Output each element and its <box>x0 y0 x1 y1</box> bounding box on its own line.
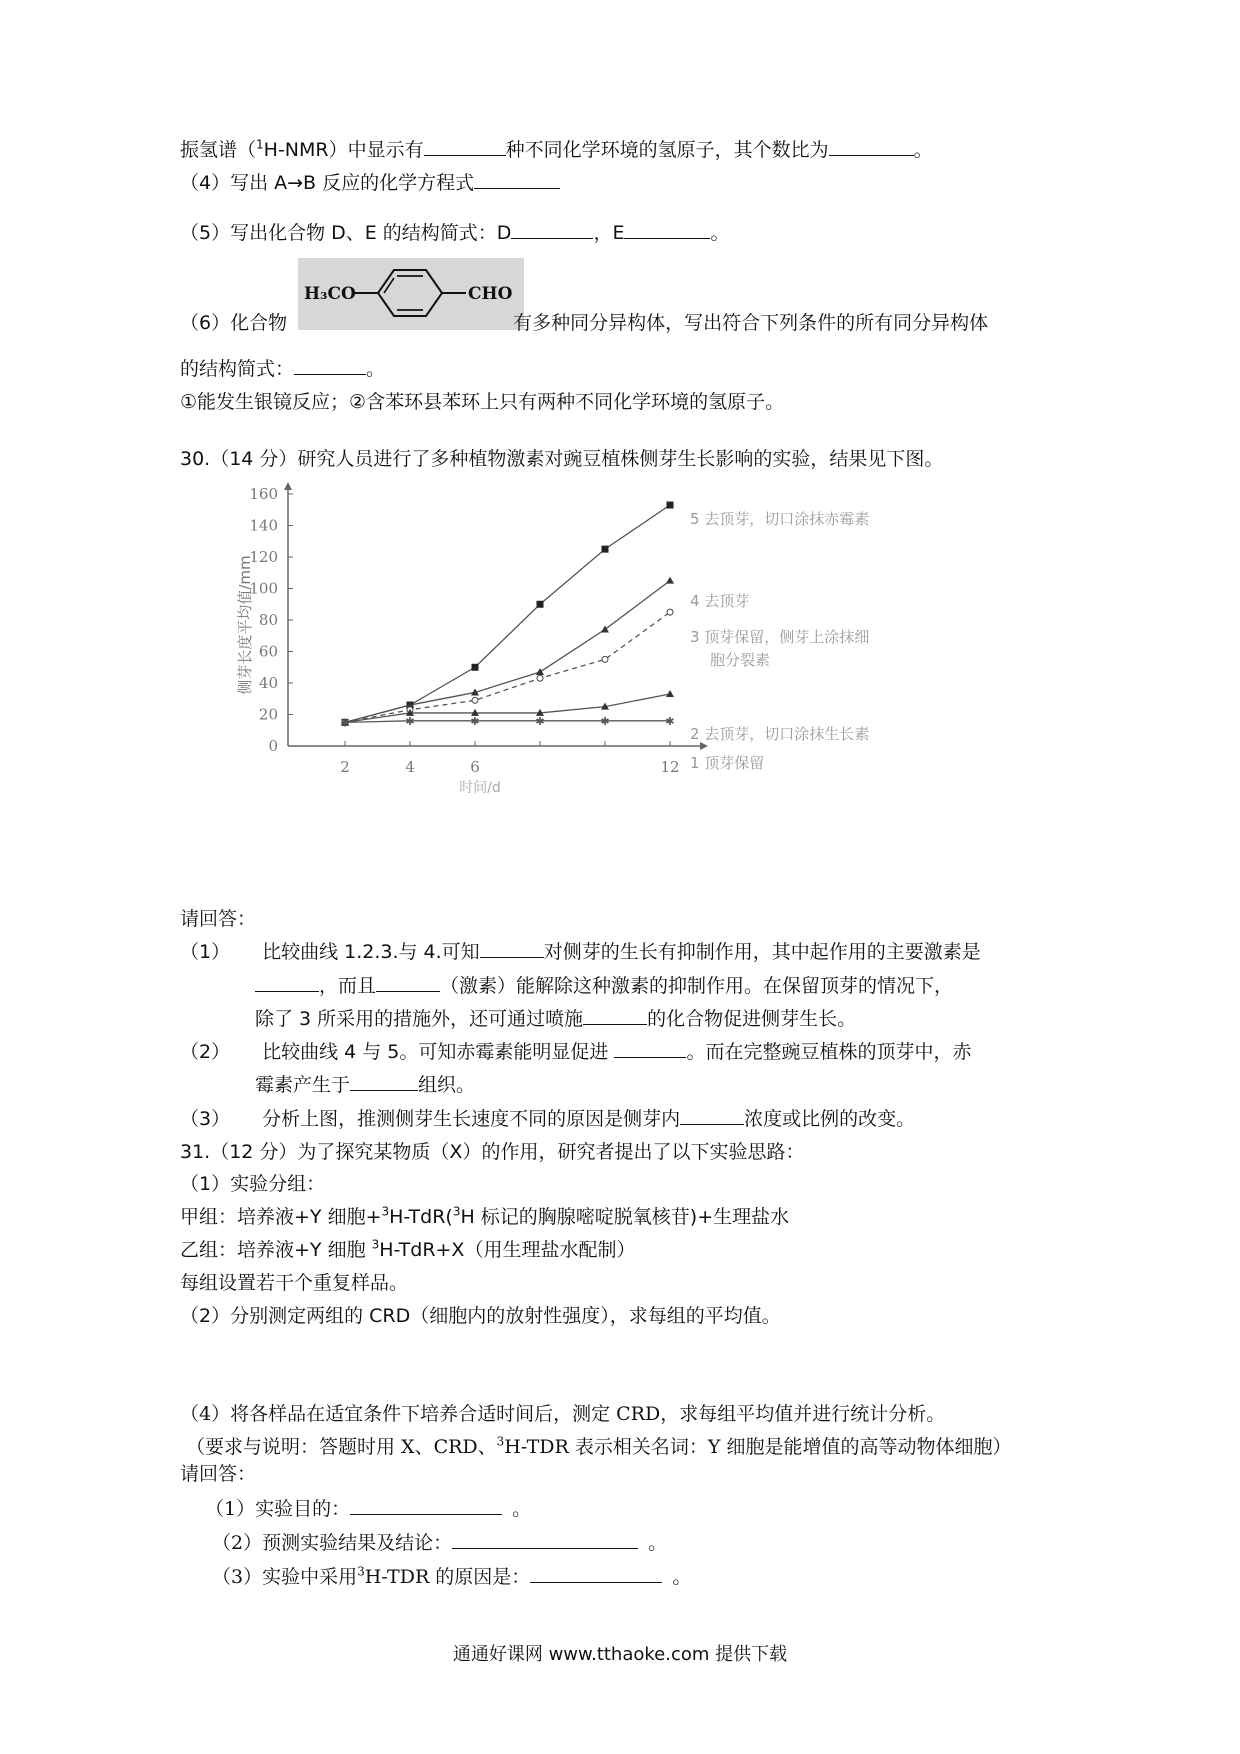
text: 的结构简式： <box>180 358 295 380</box>
text: H 标记的胸腺嘧啶脱氧核苷)+生理盐水 <box>460 1206 790 1228</box>
text: 组织。 <box>418 1074 476 1096</box>
y-tick-label: 20 <box>258 705 278 724</box>
q30-p3 <box>180 1106 915 1132</box>
q30-p1-line3 <box>255 1006 856 1032</box>
text: （激素）能解除这种激素的抑制作用。在保留顶芽的情况下， <box>440 975 954 997</box>
text: 甲组：培养液+Y 细胞+ <box>180 1206 382 1228</box>
text: 。 <box>710 222 730 244</box>
item-number: （1） <box>180 941 231 963</box>
superscript: 3 <box>496 1434 505 1449</box>
answer-blank[interactable] <box>452 1530 638 1549</box>
q31-step1: （1）实验分组： <box>180 1173 326 1195</box>
answer-blank[interactable] <box>583 1006 647 1025</box>
answer-blank[interactable] <box>350 1496 502 1515</box>
text: 浓度或比例的改变。 <box>744 1108 916 1130</box>
series-label-4: 4 去顶芽 <box>690 592 750 610</box>
data-point-series-1: ✱ <box>600 714 610 728</box>
series-label-3: 3 顶芽保留，侧芽上涂抹细 <box>690 628 870 646</box>
y-axis-label: 侧芽长度平均值/mm <box>236 555 254 695</box>
y-tick-label: 40 <box>258 674 278 692</box>
y-tick-label: 80 <box>258 611 278 629</box>
answer-blank[interactable] <box>829 137 914 156</box>
answer-blank[interactable] <box>530 1564 662 1583</box>
q30-p2-line2 <box>255 1072 475 1098</box>
q30-p1-line1 <box>180 939 981 965</box>
text: （要求与说明：答题时用 X、CRD、 <box>186 1436 497 1458</box>
data-point-series-1: ✱ <box>470 714 480 728</box>
aldehyde-label: CHO <box>468 284 513 304</box>
x-tick-label: 4 <box>405 758 415 776</box>
text: 乙组：培养液+Y 细胞 <box>180 1239 372 1261</box>
superscript: 1 <box>256 137 264 152</box>
q30-p2-line1 <box>180 1039 971 1065</box>
text: H-TdR( <box>389 1206 453 1228</box>
q31-answer2 <box>212 1530 667 1556</box>
data-point-series-3 <box>472 697 478 703</box>
x-tick-label: 6 <box>470 758 480 776</box>
data-point-series-3 <box>602 656 608 662</box>
answer-blank[interactable] <box>294 356 366 375</box>
data-point-series-3 <box>667 609 673 615</box>
data-point-series-1: ✱ <box>535 714 545 728</box>
text: 种不同化学环境的氢原子，其个数比为 <box>505 139 829 161</box>
series-label-3-cont: 胞分裂素 <box>710 651 771 669</box>
data-point-series-1: ✱ <box>405 714 415 728</box>
q31-title: 31.（12 分）为了探究某物质（X）的作用，研究者提出了以下实验思路： <box>180 1141 805 1163</box>
footer-credit: 通通好课网 www.tthaoke.com 提供下载 <box>452 1644 788 1665</box>
q29-4 <box>180 170 560 196</box>
text: 。 <box>672 1566 692 1588</box>
superscript: 3 <box>357 1564 365 1579</box>
answer-blank[interactable] <box>376 973 440 992</box>
methoxy-label: H₃CO <box>304 284 356 304</box>
text: 比较曲线 4 与 5。可知赤霉素能明显促进 <box>262 1041 615 1063</box>
q30-ask: 请回答： <box>180 908 257 930</box>
q31-group-yi <box>180 1237 635 1263</box>
text: 振氢谱（ <box>180 139 257 161</box>
chart-svg <box>180 480 1050 895</box>
q31-step2: （2）分别测定两组的 CRD（细胞内的放射性强度），求每组的平均值。 <box>180 1305 781 1327</box>
text: （5）写出化合物 D、E 的结构简式：D <box>180 222 512 244</box>
x-tick-label: 2 <box>340 758 350 776</box>
superscript: 3 <box>381 1204 390 1219</box>
q31-replicates: 每组设置若干个重复样品。 <box>180 1272 409 1294</box>
series-line-4 <box>345 581 670 723</box>
item-number: （2） <box>180 1041 231 1063</box>
data-point-series-5 <box>537 601 544 608</box>
q31-ask: 请回答： <box>180 1463 257 1485</box>
q30-title: 30.（14 分）研究人员进行了多种植物激素对豌豆植株侧芽生长影响的实验，结果见下图。 <box>180 448 944 470</box>
y-tick-label: 140 <box>249 516 278 535</box>
text: 比较曲线 1.2.3.与 4.可知 <box>262 941 480 963</box>
text: 对侧芽的生长有抑制作用，其中起作用的主要激素是 <box>543 941 981 963</box>
y-tick-label: 60 <box>258 642 278 661</box>
text: H-NMR）中显示有 <box>263 139 424 161</box>
answer-blank[interactable] <box>480 939 544 958</box>
series-line-3 <box>345 612 670 722</box>
q29-nmr-line <box>180 137 933 163</box>
data-point-series-1: ✱ <box>340 716 350 730</box>
series-label-2: 2 去顶芽，切口涂抹生长素 <box>690 725 870 743</box>
answer-blank[interactable] <box>680 1106 744 1125</box>
superscript: 3 <box>371 1237 380 1252</box>
series-label-1: 1 顶芽保留 <box>690 754 765 772</box>
text: （2）预测实验结果及结论： <box>212 1532 453 1554</box>
q30-p1-line2 <box>255 973 953 999</box>
data-point-series-4 <box>536 668 544 675</box>
data-point-series-5 <box>602 546 609 553</box>
text: 的化合物促进侧芽生长。 <box>647 1008 857 1030</box>
y-tick-label: 0 <box>268 737 278 755</box>
series-line-2 <box>345 694 670 722</box>
x-tick-label: 12 <box>660 758 680 776</box>
data-point-series-1: ✱ <box>665 714 675 728</box>
item-number: （3） <box>180 1108 231 1130</box>
text: （3）实验中采用 <box>212 1566 358 1588</box>
q29-6-conditions: ①能发生银镜反应；②含苯环县苯环上只有两种不同化学环境的氢原子。 <box>180 391 785 413</box>
data-point-series-4 <box>666 577 674 584</box>
q29-6 <box>180 310 988 336</box>
x-axis-arrow <box>700 742 708 750</box>
text: 。 <box>366 358 386 380</box>
data-point-series-4 <box>601 625 609 632</box>
y-axis-arrow <box>284 482 292 490</box>
text: 分析上图，推测侧芽生长速度不同的原因是侧芽内 <box>262 1108 681 1130</box>
line-chart <box>180 480 1050 895</box>
text: 。 <box>512 1498 532 1520</box>
text: ，E <box>593 222 625 244</box>
superscript: 3 <box>452 1204 461 1219</box>
answer-blank[interactable] <box>624 220 710 239</box>
answer-blank[interactable] <box>511 220 593 239</box>
x-axis-label: 时间/d <box>459 780 501 796</box>
text: ，而且 <box>319 975 377 997</box>
q31-requirements <box>186 1434 1011 1460</box>
q31-group-jia <box>180 1204 789 1230</box>
text: （6）化合物 <box>180 312 288 334</box>
q29-5 <box>180 220 729 246</box>
text: 霉素产生于 <box>255 1074 351 1096</box>
text: H-TDR 的原因是： <box>364 1566 531 1588</box>
text: 。 <box>913 139 933 161</box>
data-point-series-3 <box>537 675 543 681</box>
text: 有多种同分异构体，写出符合下列条件的所有同分异构体 <box>513 312 989 334</box>
data-point-series-5 <box>472 664 479 671</box>
text: （1）实验目的： <box>205 1498 351 1520</box>
q29-6-cont <box>180 356 385 382</box>
text: （4）写出 A→B 反应的化学方程式 <box>180 172 475 194</box>
series-line-1 <box>345 721 670 723</box>
q31-step4: （4）将各样品在适宜条件下培养合适时间后，测定 CRD，求每组平均值并进行统计分析。 <box>180 1403 946 1425</box>
answer-blank[interactable] <box>614 1039 686 1058</box>
text: 。而在完整豌豆植株的顶芽中，赤 <box>686 1041 972 1063</box>
answer-blank[interactable] <box>424 137 506 156</box>
y-tick-label: 120 <box>249 548 278 566</box>
y-tick-label: 100 <box>249 579 278 598</box>
y-tick-label: 160 <box>249 485 278 503</box>
series-label-5: 5 去顶芽，切口涂抹赤霉素 <box>690 510 870 528</box>
q31-answer3 <box>212 1564 691 1590</box>
text: 。 <box>648 1532 668 1554</box>
data-point-series-2 <box>666 690 674 697</box>
answer-blank[interactable] <box>255 973 319 992</box>
answer-blank[interactable] <box>350 1072 418 1091</box>
text: H-TdR+X（用生理盐水配制） <box>379 1239 636 1261</box>
answer-blank[interactable] <box>474 170 560 189</box>
text: 除了 3 所采用的措施外，还可通过喷施 <box>255 1008 584 1030</box>
text: H-TDR 表示相关名词：Y 细胞是能增值的高等动物体细胞） <box>504 1436 1012 1458</box>
q31-answer1 <box>205 1496 531 1522</box>
data-point-series-5 <box>667 502 674 509</box>
